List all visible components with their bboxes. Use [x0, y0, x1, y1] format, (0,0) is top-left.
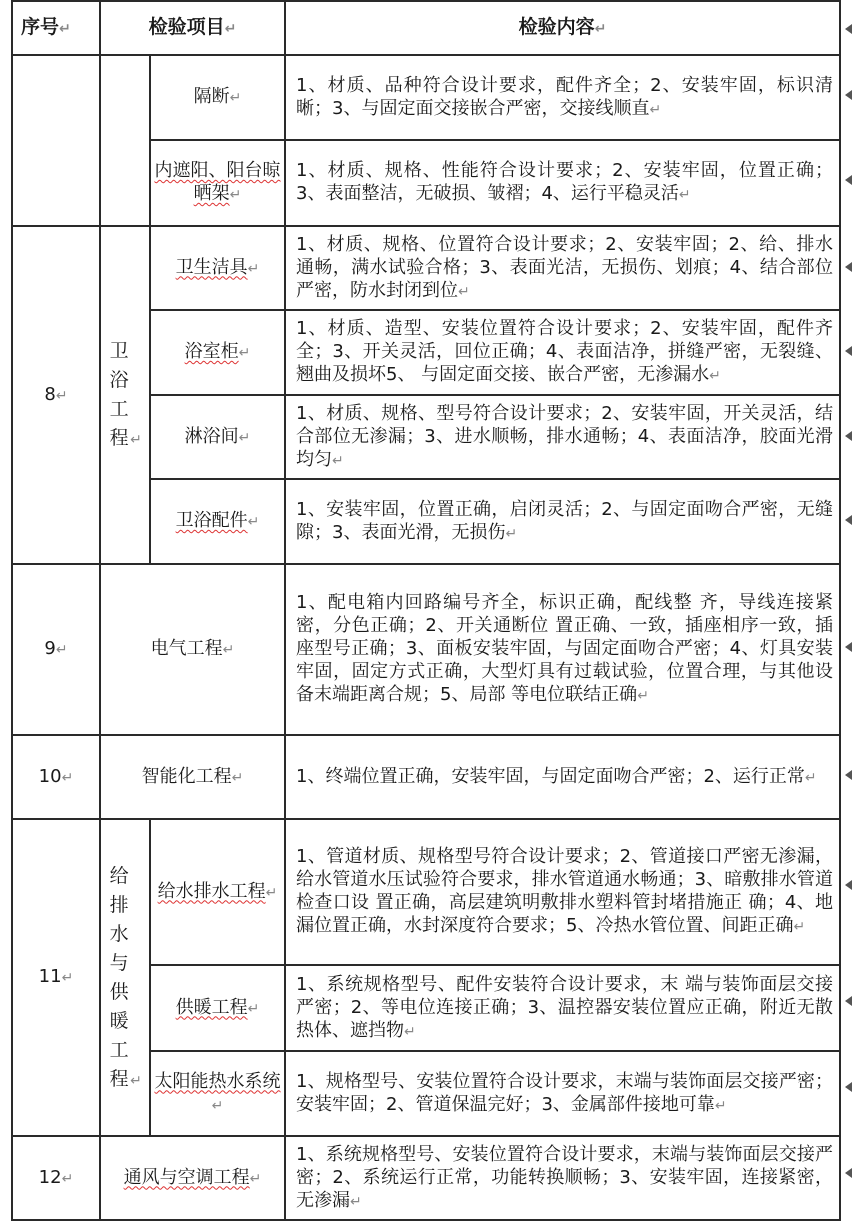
row-item: 隔断↵ [150, 55, 285, 140]
table-row [12, 55, 840, 140]
row-num: 10↵ [12, 735, 100, 819]
inspection-table [11, 0, 841, 1221]
table-row [12, 819, 840, 965]
row-content: 1、系统规格型号、安装位置符合设计要求，末端与装饰面层交接严密；2、系统运行正常，功能转换顺畅；3、安装牢固，连接紧密，无渗漏↵ [285, 1136, 840, 1220]
table-row [12, 564, 840, 735]
table-header-row [12, 1, 840, 55]
row-num: 9↵ [12, 564, 100, 735]
row-end-marker-icon [845, 346, 852, 356]
row-content: 1、管道材质、规格型号符合设计要求；2、管道接口严密无渗漏，给水管道水压试验符合要求，排水管道通水畅通；3、暗敷排水管道检查口设 置正确，高层建筑明敷排水塑料管封堵措施正 确；4、地漏位置正确，水封深度符合要求；5、冷热水管位置、间距正确↵ [285, 819, 840, 965]
row-end-marker-icon [845, 515, 852, 525]
row-content: 1、材质、规格、位置符合设计要求；2、安装牢固；2、给、排水通畅，满水试验合格；3、表面光洁，无损伤、划痕；4、结合部位严密，防水封闭到位↵ [285, 226, 840, 310]
row-content: 1、材质、规格、型号符合设计要求；2、安装牢固，开关灵活，结合部位无渗漏；3、进水顺畅，排水通畅；4、表面洁净，胶面光滑均匀↵ [285, 395, 840, 479]
row-item: 太阳能热水系统↵ [150, 1051, 285, 1136]
row-end-marker-icon [845, 642, 852, 652]
row-item: 卫浴配件↵ [150, 479, 285, 564]
row-num-cell [12, 55, 100, 226]
row-group: 给排水与供暖工程 ↵ [100, 819, 150, 1136]
row-end-marker-icon [845, 1082, 852, 1092]
header-content: 检验内容↵ [285, 1, 840, 55]
row-item: 内遮阳、阳台晾晒架↵ [150, 140, 285, 226]
row-item: 智能化工程↵ [100, 735, 285, 819]
row-end-marker-icon [845, 880, 852, 890]
row-end-marker-icon [845, 24, 852, 34]
row-end-marker-icon [845, 90, 852, 100]
row-item: 卫生洁具↵ [150, 226, 285, 310]
row-end-marker-icon [845, 262, 852, 272]
row-num: 12↵ [12, 1136, 100, 1220]
row-item: 淋浴间↵ [150, 395, 285, 479]
row-item: 供暖工程↵ [150, 965, 285, 1051]
row-content: 1、配电箱内回路编号齐全，标识正确，配线整 齐，导线连接紧密，分色正确；2、开关通断位 置正确、一致，插座相序一致，插座型号正确；3、面板安装牢固，与固定面吻合严密；4、灯具安装牢固，固定方式正确，大型灯具有过载试验，位置合理，与其他设备末端距离合规；5、局部 等电位联结正确↵ [285, 564, 840, 735]
row-content: 1、终端位置正确，安装牢固，与固定面吻合严密；2、运行正常↵ [285, 735, 840, 819]
row-content: 1、规格型号、安装位置符合设计要求，末端与装饰面层交接严密；安装牢固；2、管道保温完好；3、金属部件接地可靠↵ [285, 1051, 840, 1136]
header-item: 检验项目↵ [100, 1, 285, 55]
row-num: 11↵ [12, 819, 100, 1136]
row-end-marker-icon [845, 431, 852, 441]
row-end-marker-icon [845, 996, 852, 1006]
row-item: 通风与空调工程↵ [100, 1136, 285, 1220]
row-content: 1、安装牢固，位置正确，启闭灵活；2、与固定面吻合严密，无缝隙；3、表面光滑，无损伤↵ [285, 479, 840, 564]
row-group-cell [100, 55, 150, 226]
row-content: 1、材质、品种符合设计要求，配件齐全；2、安装牢固，标识清晰；3、与固定面交接嵌合严密，交接线顺直↵ [285, 55, 840, 140]
row-end-marker-icon [845, 175, 852, 185]
row-group: 卫浴工程 ↵ [100, 226, 150, 564]
table-row [12, 735, 840, 819]
row-end-marker-icon [845, 1168, 852, 1178]
table-row [12, 226, 840, 310]
row-content: 1、材质、造型、安装位置符合设计要求；2、安装牢固，配件齐全；3、开关灵活，回位正确；4、表面洁净，拼缝严密，无裂缝、翘曲及损坏5、 与固定面交接、嵌合严密，无渗漏水↵ [285, 310, 840, 395]
row-end-marker-icon [845, 770, 852, 780]
row-content: 1、材质、规格、性能符合设计要求；2、安装牢固，位置正确；3、表面整洁，无破损、皱褶；4、运行平稳灵活↵ [285, 140, 840, 226]
row-item: 给水排水工程↵ [150, 819, 285, 965]
row-item: 电气工程↵ [100, 564, 285, 735]
table-row [12, 1136, 840, 1220]
row-content: 1、系统规格型号、配件安装符合设计要求，末 端与装饰面层交接严密；2、等电位连接正确；3、温控器安装位置应正确，附近无散热体、遮挡物↵ [285, 965, 840, 1051]
row-item: 浴室柜↵ [150, 310, 285, 395]
row-num: 8↵ [12, 226, 100, 564]
header-num: 序号↵ [12, 1, 100, 55]
